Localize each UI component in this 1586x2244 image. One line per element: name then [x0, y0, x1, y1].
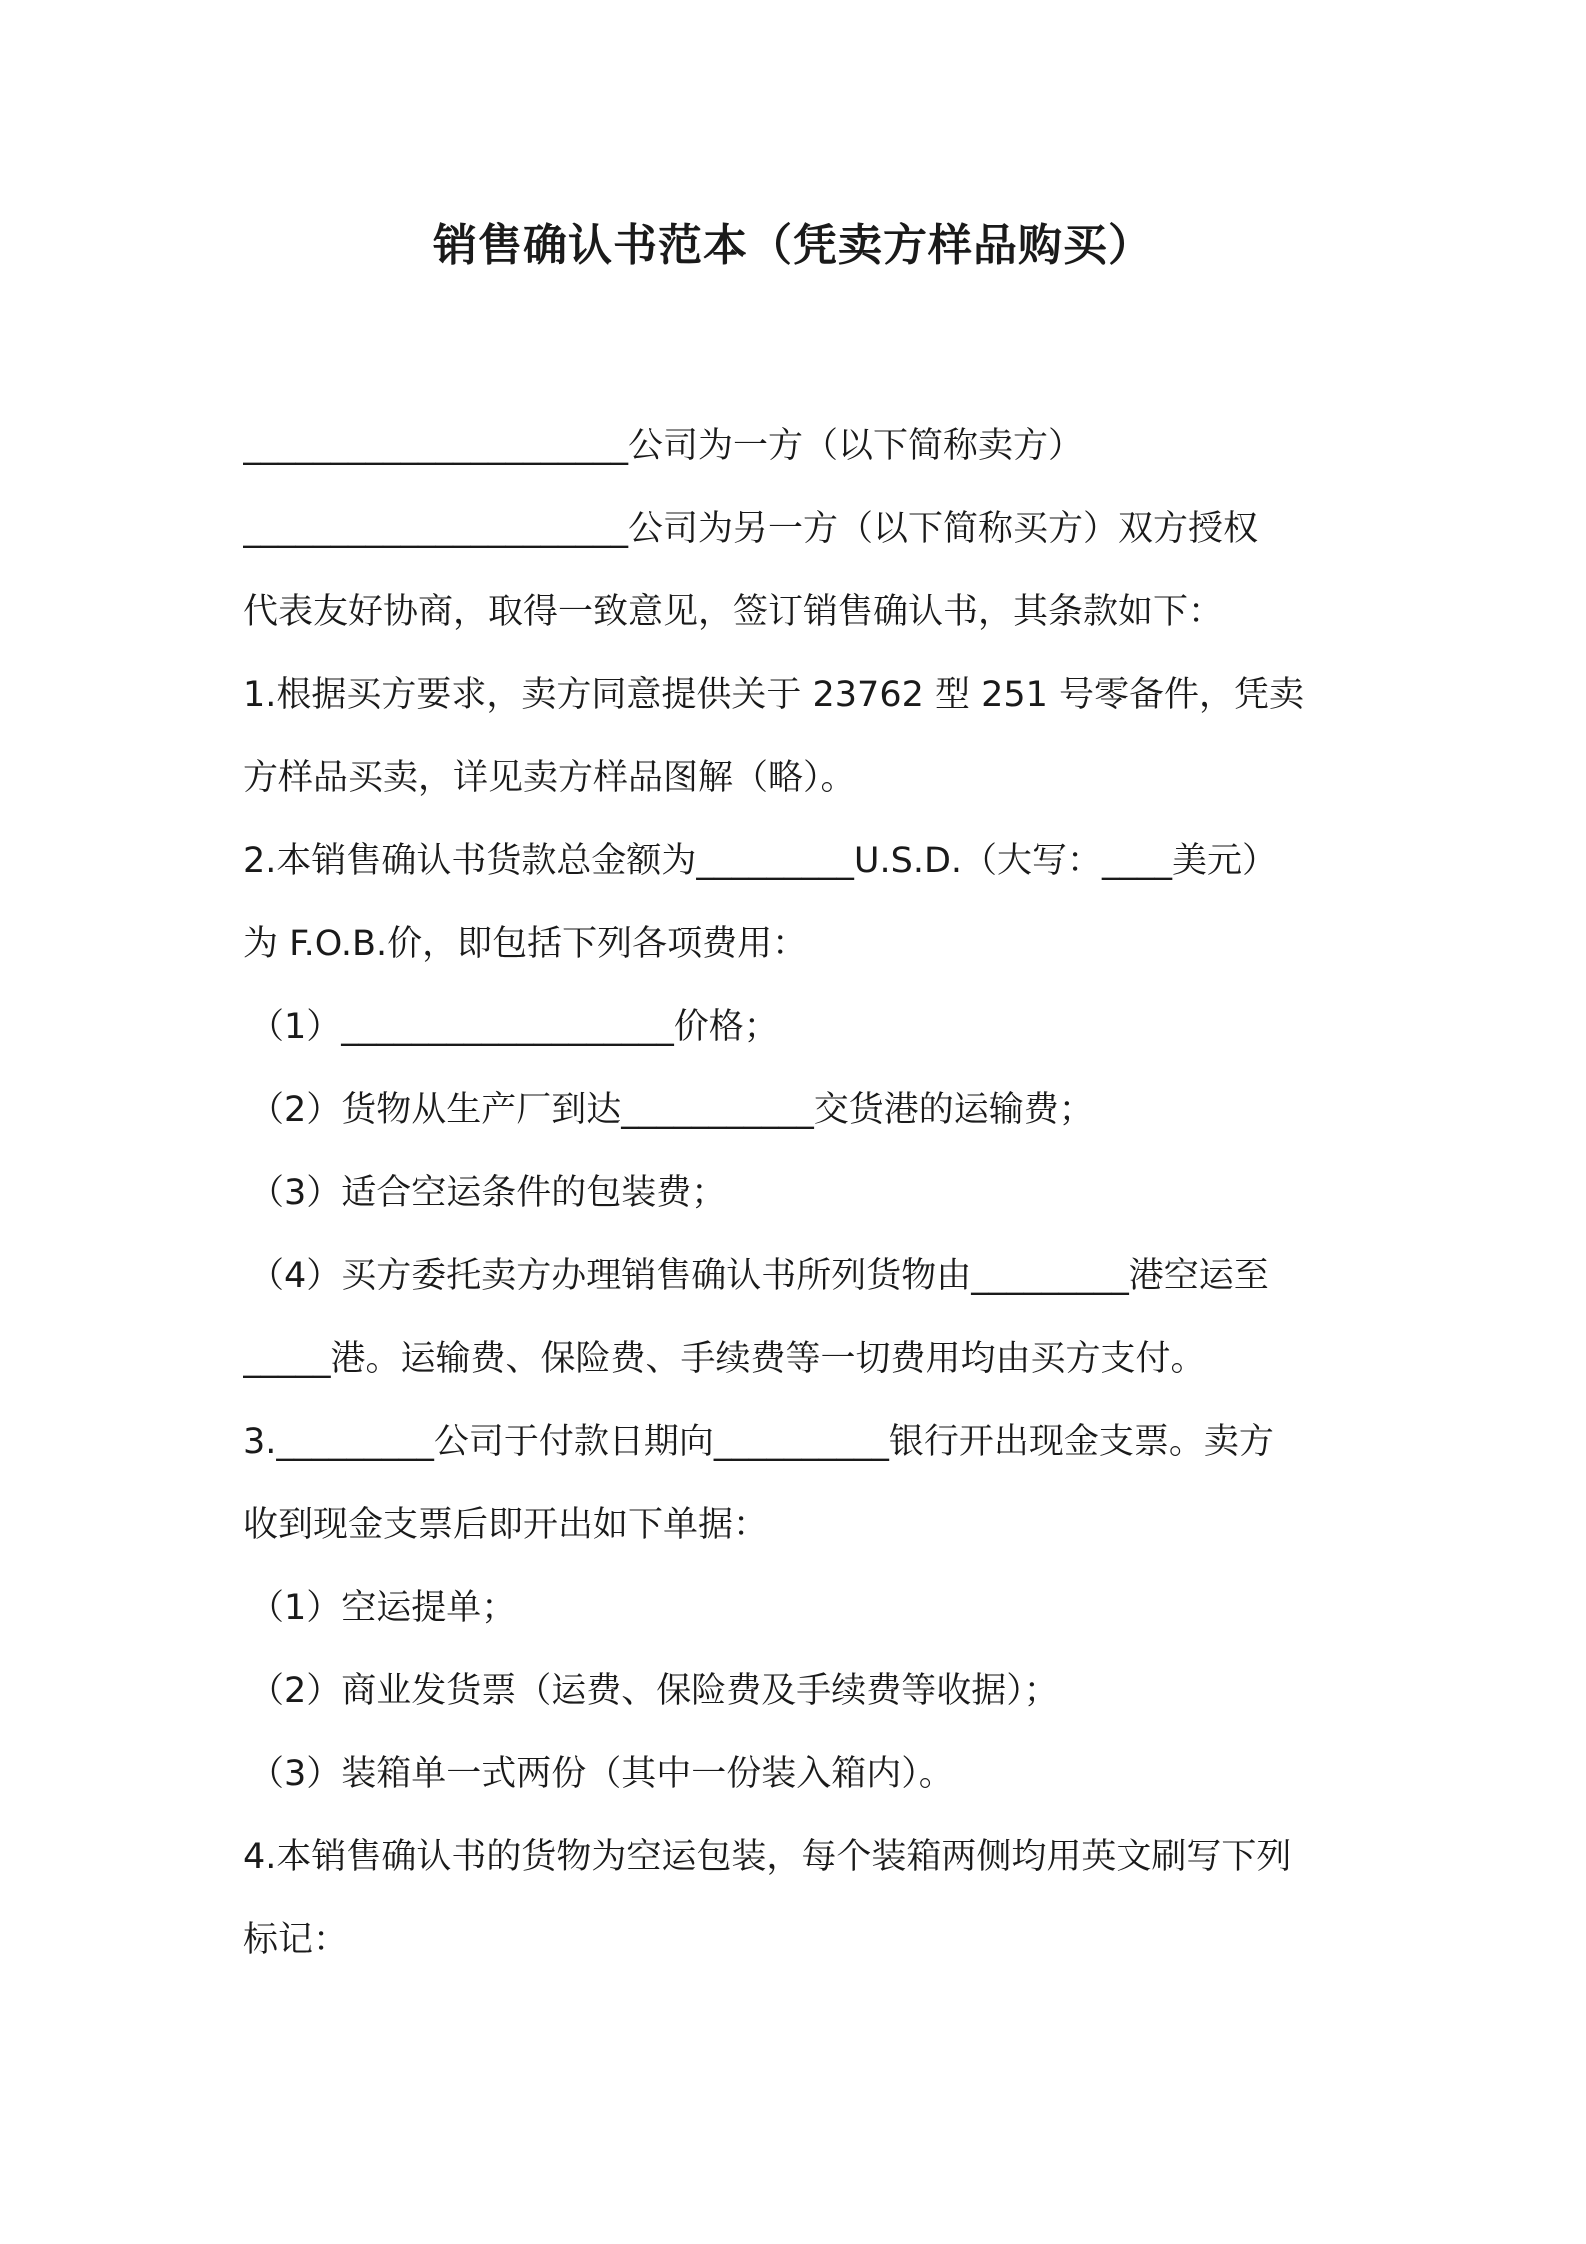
intro-line: 代表友好协商，取得一致意见，签订销售确认书，其条款如下：: [243, 592, 1224, 632]
clause-3-line-2: 收到现金支票后即开出如下单据：: [243, 1505, 769, 1545]
document-body: [243, 405, 1353, 1982]
clause-1-line-1: 1.根据买方要求，卖方同意提供关于 23762 型 251 号零备件，凭卖: [243, 675, 1305, 715]
clause-3-line-1: 3._________公司于付款日期向__________银行开出现金支票。卖方: [243, 1422, 1274, 1462]
clause-2-item-1: （1）___________________价格；: [249, 1007, 779, 1047]
buyer-line: ______________________公司为另一方（以下简称买方）双方授权: [243, 509, 1259, 549]
clause-2-item-2: （2）货物从生产厂到达___________交货港的运输费；: [249, 1090, 1094, 1130]
clause-4-line-1: 4.本销售确认书的货物为空运包装，每个装箱两侧均用英文刷写下列: [243, 1837, 1292, 1877]
clause-3-item-1: （1）空运提单；: [249, 1588, 517, 1628]
clause-3-item-2: （2）商业发货票（运费、保险费及手续费等收据）；: [249, 1671, 1059, 1711]
document-title: 销售确认书范本（凭卖方样品购买）: [433, 220, 1153, 271]
clause-2-item-3: （3）适合空运条件的包装费；: [249, 1173, 727, 1213]
clause-2-line-2: 为 F.O.B.价，即包括下列各项费用：: [243, 924, 808, 964]
clause-4-line-2: 标记：: [243, 1920, 349, 1960]
clause-3-item-3: （3）装箱单一式两份（其中一份装入箱内）。: [249, 1754, 954, 1794]
clause-2-item-4-line-1: （4）买方委托卖方办理销售确认书所列货物由_________港空运至: [249, 1256, 1269, 1296]
clause-2-line-1: 2.本销售确认书货款总金额为_________U.S.D.（大写：____美元）: [243, 841, 1278, 881]
seller-line: ______________________公司为一方（以下简称卖方）: [243, 426, 1084, 466]
clause-1-line-2: 方样品买卖，详见卖方样品图解（略）。: [243, 758, 856, 798]
clause-2-item-4-line-2: _____港。运输费、保险费、手续费等一切费用均由买方支付。: [243, 1339, 1206, 1379]
